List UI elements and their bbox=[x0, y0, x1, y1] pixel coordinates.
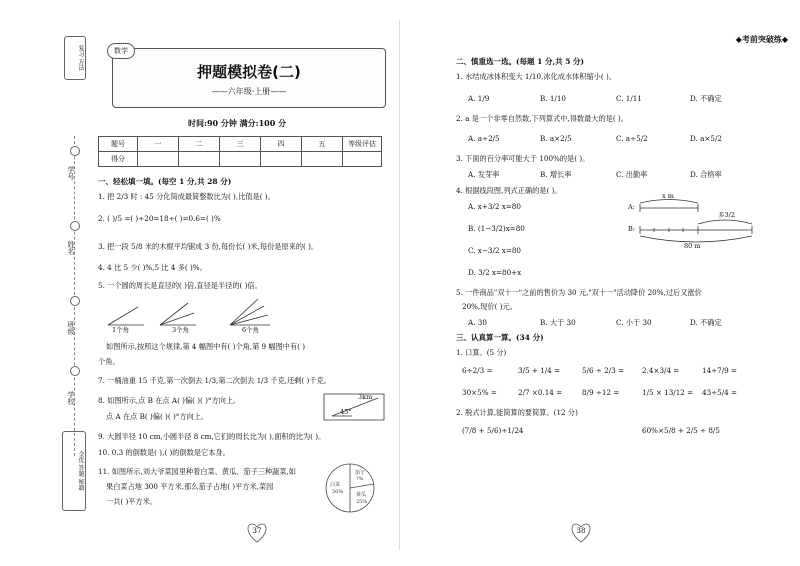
binding-hole bbox=[70, 296, 80, 306]
question-11-line3: 一共( )平方米。 bbox=[106, 497, 158, 506]
option[interactable]: C. 小于 30 bbox=[616, 318, 652, 327]
binding-hole bbox=[70, 146, 80, 156]
option[interactable]: C. a÷5/2 bbox=[616, 134, 648, 143]
calc-item: 8/9 ÷12 = bbox=[582, 388, 620, 397]
option[interactable]: A. 发芽率 bbox=[468, 170, 500, 179]
title-box bbox=[112, 48, 386, 108]
pie-value-cabbage: 50% bbox=[332, 489, 344, 495]
option[interactable]: A. 1/9 bbox=[468, 94, 490, 103]
question-3: 3. 把一段 5/8 米的木棍平均锯成 3 份,每份长( )米,每份是原来的( )。 bbox=[98, 242, 319, 251]
choice-question-5-line1: 5. 一件商品"双十一"之前的售价为 30 元,"双十一"活动降价 20%,过后又涨价 bbox=[456, 288, 702, 297]
pie-label-cabbage: 白菜 bbox=[330, 482, 341, 488]
page-number: 38 bbox=[576, 527, 586, 535]
option[interactable]: B. 大于 30 bbox=[540, 318, 576, 327]
score-table bbox=[98, 136, 382, 167]
sidebar-top-badge: 复习 方法 bbox=[64, 36, 86, 80]
student-id-label: 学号 bbox=[67, 166, 75, 180]
angle-caption: 1个角 bbox=[112, 326, 130, 334]
score-cell[interactable] bbox=[343, 152, 382, 167]
question-2: 2. ( )/5 =( )÷20=18÷( )=0.6=( )% bbox=[98, 214, 221, 223]
question-10: 10. 0.3 的倒数是( ),( )的倒数是它本身。 bbox=[98, 448, 230, 457]
score-header-cell: 题号 bbox=[99, 137, 138, 152]
score-header-cell: 三 bbox=[220, 137, 261, 152]
page-number: 37 bbox=[252, 527, 262, 535]
score-header-cell: 五 bbox=[302, 137, 343, 152]
binding-hole bbox=[70, 221, 80, 231]
score-cell[interactable] bbox=[302, 152, 343, 167]
sidebar-bottom-badge: 全优 答题 秘籍 bbox=[62, 431, 86, 511]
option[interactable]: D. a×5/2 bbox=[690, 134, 722, 143]
question-9: 9. 大圆半径 10 cm,小圆半径 8 cm,它们的周长比为( ),面积的比为( )。 bbox=[98, 432, 326, 441]
subject-badge: 数学 bbox=[107, 43, 135, 59]
pie-value-eggplant: ?% bbox=[356, 476, 364, 482]
choice-question-4: 4. 根据线段图,列式正确的是( )。 bbox=[456, 186, 562, 195]
binding-hole bbox=[70, 366, 80, 376]
option[interactable]: C. 1/11 bbox=[616, 94, 642, 103]
score-cell[interactable] bbox=[179, 152, 220, 167]
calc-item: 30×5% = bbox=[462, 388, 497, 397]
option[interactable]: D. 3/2 x=80+x bbox=[468, 268, 522, 277]
score-row bbox=[99, 152, 382, 167]
choice-question-2: 2. a 是一个非零自然数,下列算式中,得数最大的是( )。 bbox=[456, 114, 628, 123]
score-header-cell: 四 bbox=[261, 137, 302, 152]
angle-label: 45° bbox=[340, 408, 352, 416]
name-label: 姓名 bbox=[67, 241, 75, 255]
option[interactable]: D. 不确定 bbox=[690, 94, 722, 103]
segment-a-label: A: bbox=[628, 203, 635, 211]
score-header-cell: 二 bbox=[179, 137, 220, 152]
question-7: 7. 一桶油重 15 千克,第一次倒去 1/3,第二次倒去 1/3 千克,还剩( )千克。 bbox=[98, 376, 331, 385]
option[interactable]: C. 出勤率 bbox=[616, 170, 648, 179]
score-cell[interactable] bbox=[220, 152, 261, 167]
calc-item: 2/7 ×0.14 = bbox=[518, 388, 563, 397]
calc-item: 1/5 × 13/12 = bbox=[642, 388, 694, 397]
segment-x-label: x m bbox=[662, 192, 674, 200]
score-cell[interactable] bbox=[261, 152, 302, 167]
question-4: 4. 4 比 5 少( )%,5 比 4 多( )%。 bbox=[98, 263, 207, 272]
calc-subheading-1: 1. 口算。(5 分) bbox=[456, 348, 507, 357]
option[interactable]: B. 1/10 bbox=[540, 94, 566, 103]
header-tag: ◆考前突破练◆ bbox=[735, 34, 788, 44]
choice-question-1: 1. 水结成冰体积变大 1/10,冰化成水体积缩小( )。 bbox=[456, 72, 616, 81]
pie-label-cucumber: 黄瓜 bbox=[356, 492, 367, 498]
school-label: 学校 bbox=[67, 391, 75, 405]
option[interactable]: D. 不确定 bbox=[690, 318, 722, 327]
score-row-label: 得分 bbox=[99, 152, 138, 167]
vegetable-pie-chart bbox=[324, 462, 376, 514]
choice-question-5-line2: 20%,现价( )元。 bbox=[462, 302, 517, 311]
calc-item: 3/5 + 1/4 = bbox=[518, 366, 561, 375]
option[interactable]: B. 增长率 bbox=[540, 170, 572, 179]
calc-item: 5/6 ÷ 2/3 = bbox=[582, 366, 625, 375]
calc-item: 6÷2/3 = bbox=[462, 366, 493, 375]
pie-value-cucumber: 25% bbox=[356, 499, 368, 505]
binding-sidebar bbox=[62, 36, 86, 556]
section-1-heading: 一、轻松填一填。(每空 1 分,共 28 分) bbox=[98, 177, 232, 186]
calc-item: 14÷7/9 = bbox=[702, 366, 738, 375]
angle-caption: 3个角 bbox=[172, 326, 190, 334]
pie-label-eggplant: 茄子 bbox=[355, 470, 366, 476]
class-label: 班级 bbox=[67, 321, 75, 335]
choice-question-3: 3. 下面的百分率可能大于 100%的是( )。 bbox=[456, 154, 590, 163]
paper-title: 押题模拟卷(二) bbox=[197, 63, 301, 81]
distance-label: 3km bbox=[358, 393, 373, 401]
paper-subtitle: ——六年级·上册—— bbox=[211, 87, 287, 96]
segment-b-label: B: bbox=[628, 225, 635, 233]
option[interactable]: D. 合格率 bbox=[690, 170, 722, 179]
option[interactable]: A. x+3/2 x=80 bbox=[468, 202, 521, 211]
question-11-line1: 11. 如图所示,刘大爷菜园里种着白菜、黄瓜、茄子三种蔬菜,如 bbox=[98, 467, 296, 476]
question-6-line1: 如图所示,按照这个规律,第 4 幅图中有( )个角,第 9 幅图中有( ) bbox=[106, 342, 306, 351]
right-page bbox=[400, 0, 800, 566]
option[interactable]: A. a÷2/5 bbox=[468, 134, 500, 143]
calc-item: 2.4×3/4 = bbox=[642, 366, 680, 375]
option[interactable]: C. x−3/2 x=80 bbox=[468, 246, 521, 255]
score-header-row bbox=[99, 137, 382, 152]
calc-subheading-2: 2. 脱式计算,能简算的要简算。(12 分) bbox=[456, 408, 578, 417]
score-cell[interactable] bbox=[138, 152, 179, 167]
option[interactable]: A. 30 bbox=[468, 318, 487, 327]
question-5: 5. 一个圆的周长是直径的( )倍,直径是半径的( )倍。 bbox=[98, 281, 262, 290]
segment-total-label: 80 m bbox=[684, 242, 701, 250]
question-8-line2: 点 A 在点 B( )偏( )( )°方向上。 bbox=[106, 412, 209, 421]
section-2-heading: 二、慎重选一选。(每题 1 分,共 5 分) bbox=[456, 57, 585, 66]
expression: (7/8 + 5/6)÷1/24 bbox=[462, 426, 524, 435]
score-header-cell: 等级评估 bbox=[343, 137, 382, 152]
option[interactable]: B. a×2/5 bbox=[540, 134, 572, 143]
question-8-line1: 8. 如图所示,点 B 在点 A( )偏( )( )°方向上, bbox=[98, 396, 236, 405]
calc-item: 43÷5/4 = bbox=[702, 388, 738, 397]
question-6-line2: 个角。 bbox=[98, 357, 120, 366]
angle-caption: 6个角 bbox=[242, 326, 260, 334]
score-header-cell: 一 bbox=[138, 137, 179, 152]
section-3-heading: 三、认真算一算。(34 分) bbox=[456, 333, 544, 342]
time-info: 时间:90 分钟 满分:100 分 bbox=[188, 118, 287, 128]
segment-more-label: 多3/2 bbox=[718, 211, 735, 219]
expression: 60%×5/8 + 2/5 ÷ 8/5 bbox=[642, 426, 720, 435]
option[interactable]: B. (1−3/2)x=80 bbox=[468, 224, 525, 233]
question-11-line2: 果白菜占地 300 平方米,那么茄子占地( )平方米,菜园 bbox=[106, 482, 274, 491]
direction-diagram bbox=[322, 392, 386, 422]
question-1: 1. 把 2/3 时 : 45 分化简成最简整数比为( ),比值是( )。 bbox=[98, 192, 275, 201]
